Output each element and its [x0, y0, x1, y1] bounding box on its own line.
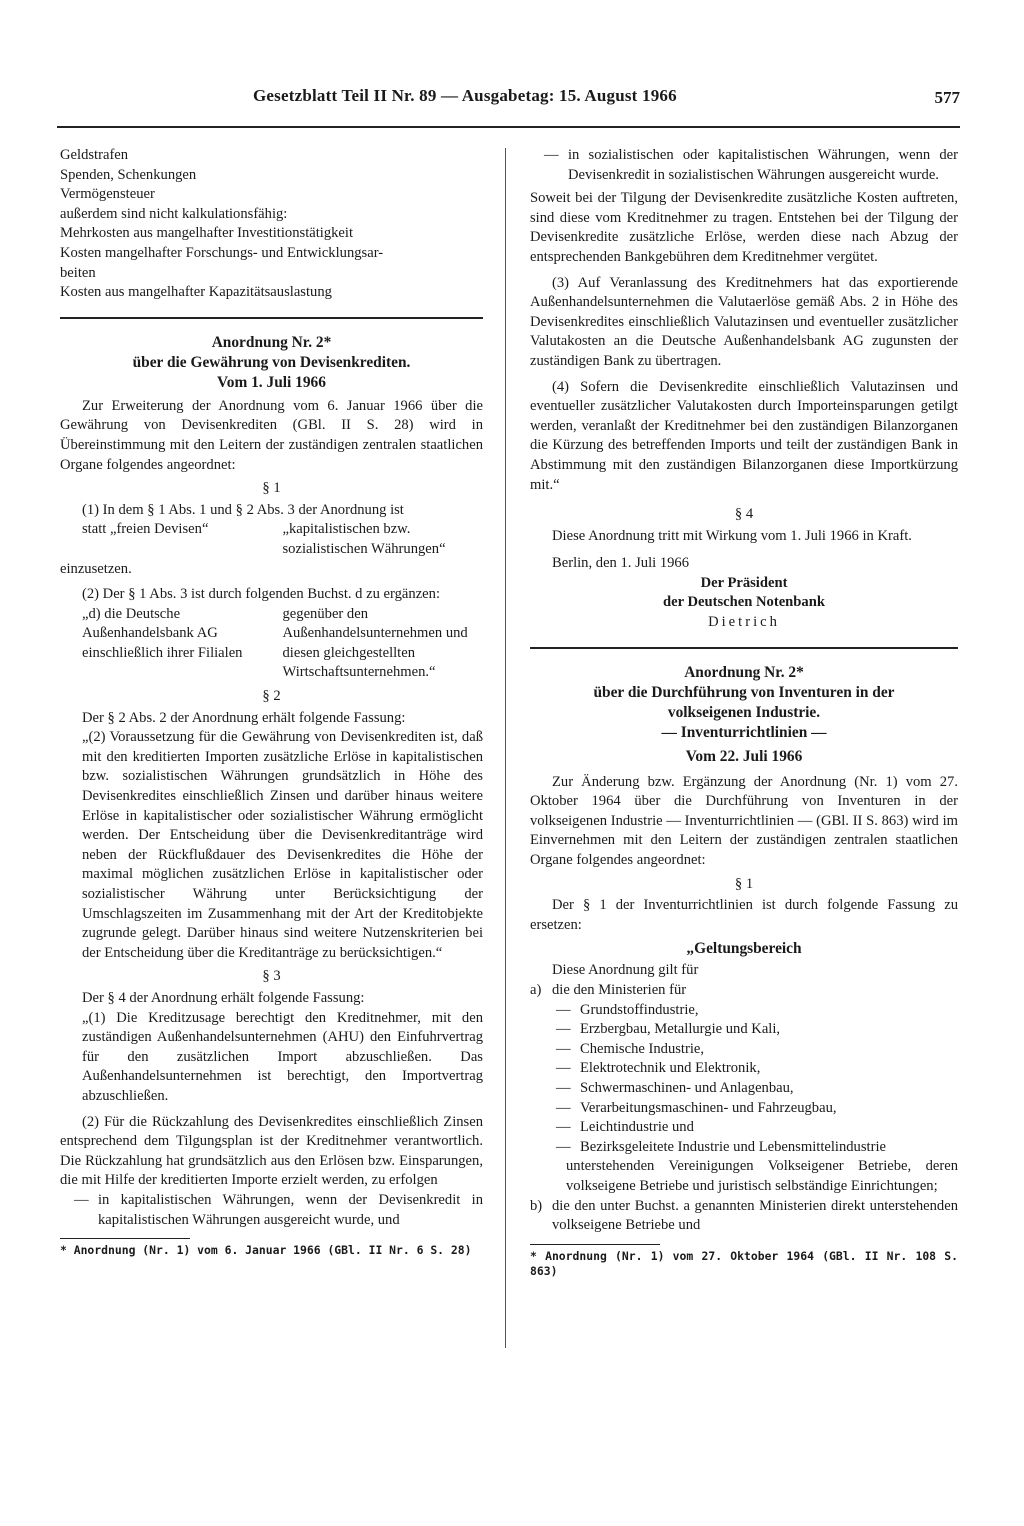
section-rule: [530, 647, 958, 649]
list-item: Vermögensteuer: [60, 186, 155, 203]
insertion-object: gegenüber den Außenhandelsunternehmen und diesen gleichgestellten Wirtschaftsunternehmen.“: [282, 605, 468, 681]
paragraph: Der § 2 Abs. 2 der Anordnung erhält folgende Fassung:: [82, 709, 406, 726]
list-item: — in sozialistischen oder kapitalistischen Währungen, wenn der Devisenkredit in sozialistischen Währungen ausgereicht wurde.: [544, 147, 958, 183]
column-divider: [505, 148, 506, 1348]
list-item: — Bezirksgeleitete Industrie und Lebensmittelindustrie: [556, 1138, 886, 1155]
list-item: beiten: [60, 264, 96, 281]
list-item: Geldstrafen: [60, 147, 129, 163]
signature-name: Dietrich: [708, 614, 780, 631]
section-heading: § 1: [734, 875, 754, 892]
preamble: Zur Erweiterung der Anordnung vom 6. Januar 1966 über die Gewährung von Devisenkrediten (GBl. II S. 28) wird in Übereinstimmung mit den Leitern der zuständigen zentralen staatlichen Organe folgendes angeordnet:: [60, 397, 483, 473]
footnote-rule: [60, 1238, 190, 1239]
signature-title: Der Präsident: [700, 574, 788, 591]
list-item: — Schwermaschinen- und Anlagenbau,: [556, 1079, 794, 1096]
ordinance-date: Vom 22. Juli 1966: [685, 747, 803, 765]
item-label: a): [530, 982, 542, 998]
section-heading: § 4: [734, 506, 754, 523]
paragraph: Diese Anordnung tritt mit Wirkung vom 1. Juli 1966 in Kraft.: [552, 527, 912, 544]
ordinance-subtitle: über die Durchführung von Inventuren in der: [593, 683, 895, 701]
list-item: Kosten aus mangelhafter Kapazitätsauslastung: [60, 284, 332, 301]
ordinance-subtitle: über die Gewährung von Devisenkrediten.: [132, 353, 411, 371]
footnote-rule: [530, 1244, 660, 1245]
ordinance-title: Anordnung Nr. 2*: [211, 333, 332, 351]
list-item: Mehrkosten aus mangelhafter Investitionstätigkeit: [60, 225, 354, 242]
paragraph: Soweit bei der Tilgung der Devisenkredite zusätzliche Kosten auftreten, sind diese vom Kreditnehmer zu tragen. Entstehen bei der Tilgung der Devisenkredite zusätzliche Erlöse, werden diese nach Abzug der entsprechenden Bankgebühren dem Kreditnehmer vergütet.: [530, 190, 958, 265]
dash-list: [530, 146, 958, 185]
quoted-text: „(2) Voraussetzung für die Gewährung von Devisenkrediten ist, daß mit den kreditierten Importen zusätzliche Erlöse in kapitalistischen bzw. sozialistischen Währungen grundsätzlich in Höhe des Devisenkredites einschließlich Zinsen und darüber hinaus weitere Erlöse in kapitalistischer oder sozialistischer Währung ermöglicht werden. Der Entscheidung über die Devisenkreditanträge wird neben der Rückflußdauer des Devisenkredites die Höhe der maximal möglichen zusätzlichen Erlöse in kapitalistischer oder sozialistischer Währung unter Berücksichtigung der Umschlagszeiten im Zusammenhang mit der Art der Kreditobjekte zugrunde gelegt. Darüber hinaus sind weitere Nutzenskriterien bei der Entscheidung über die Kreditanträge zu berücksichtigen.“: [82, 729, 483, 961]
header-rule: [57, 126, 960, 128]
paragraph: (2) Für die Rückzahlung des Devisenkredites einschließlich Zinsen entsprechend dem Tilgungsplan ist der Kreditnehmer verantwortlich. Die Rückzahlung hat grundsätzlich aus den Erlösen bzw. Einsparungen, die mit Hilfe der kreditierten Importe erzielt werden, zu erfolgen: [60, 1113, 483, 1189]
item-label: b): [530, 1197, 543, 1214]
replacement-from: statt „freien Devisen“: [82, 521, 209, 538]
list-item: außerdem sind nicht kalkulationsfähig:: [60, 205, 288, 222]
list-item: — in kapitalistischen Währungen, wenn der Devisenkredit in kapitalistischen Währungen ausgereicht wurde, und: [74, 1191, 483, 1228]
insertion-subject: „d) die Deutsche Außenhandelsbank AG einschließlich ihrer Filialen: [82, 605, 243, 661]
section-heading: § 1: [262, 480, 281, 497]
paragraph: Der § 1 der Inventurrichtlinien ist durch folgende Fassung zu ersetzen:: [530, 897, 958, 933]
ordinance-short-title: — Inventurrichtlinien —: [661, 723, 827, 741]
list-item: — Chemische Industrie,: [556, 1040, 705, 1057]
header-title: Gesetzblatt Teil II Nr. 89 — Ausgabetag: 15. August 1966: [253, 86, 677, 105]
ordinance-subtitle: volkseigenen Industrie.: [667, 703, 821, 721]
list-item: Kosten mangelhafter Forschungs- und Entwicklungsar-: [60, 244, 384, 261]
paragraph: (1) In dem § 1 Abs. 1 und § 2 Abs. 3 der Anordnung ist: [82, 501, 404, 518]
paragraph: (3) Auf Veranlassung des Kreditnehmers hat das exportierende Außenhandelsunternehmen die Valutaerlöse gemäß Abs. 2 in Höhe des Devisenkredites einschließlich Valutazinsen und eventueller zusätzlicher Valutakosten an die Deutsche Außenhandelsbank AG zugunsten der zuständigen Bank zu übertragen.: [530, 274, 958, 369]
quoted-text: „(1) Die Kreditzusage berechtigt den Kreditnehmer, mit den zuständigen Außenhandelsunternehmen (AHU) den Einfuhrvertrag für den zusätzlichen Import abzuschließen. Das Außenhandelsunternehmen ist berechtigt, den Importvertrag abzuschließen.: [82, 1009, 483, 1104]
list-item: — Erzbergbau, Metallurgie und Kali,: [556, 1021, 781, 1038]
paragraph: (4) Sofern die Devisenkredite einschließlich Valutazinsen und eventueller zusätzlicher Valutakosten durch Importeinsparungen getilgt werden, veranlaßt der Kreditnehmer bei den zuständigen Bilanzorganen die Kürzung des betreffenden Imports und teilt der zuständigen Bank in Abstimmung mit den zuständigen Bilanzorganen diese Importkürzung mit.“: [530, 378, 958, 493]
section-heading: § 3: [262, 968, 281, 985]
replacement-to: „kapitalistischen bzw. sozialistischen Währungen“: [282, 521, 446, 557]
paragraph: einzusetzen.: [60, 560, 132, 577]
footnote: * Anordnung (Nr. 1) vom 6. Januar 1966 (GBl. II Nr. 6 S. 28): [60, 1243, 472, 1258]
paragraph: (2) Der § 1 Abs. 3 ist durch folgenden Buchst. d zu ergänzen:: [82, 586, 441, 603]
footnote: * Anordnung (Nr. 1) vom 27. Oktober 1964 (GBl. II Nr. 108 S. 863): [530, 1248, 958, 1278]
intro-list: [60, 146, 483, 303]
dash-list: [60, 1191, 483, 1230]
paragraph: unterstehenden Vereinigungen Volkseigener Betriebe, deren volkseigene Betriebe und juristisch selbständige Einrichtungen;: [566, 1158, 958, 1194]
list-item: — Verarbeitungsmaschinen- und Fahrzeugbau,: [556, 1099, 837, 1116]
signature-institution: der Deutschen Notenbank: [663, 594, 825, 611]
list-item: — Grundstoffindustrie,: [556, 1001, 699, 1018]
subheading: „Geltungsbereich: [686, 940, 802, 958]
section-rule: [60, 317, 483, 319]
ordinance-title: Anordnung Nr. 2*: [684, 663, 804, 681]
page-header: [60, 86, 960, 116]
insertion-block: [60, 605, 483, 683]
paragraph: Diese Anordnung gilt für: [552, 962, 699, 979]
left-column: [60, 146, 483, 1258]
item-a: a) die den Ministerien für: [530, 981, 958, 1001]
right-column: [530, 146, 958, 1279]
replacement-block: [60, 520, 483, 559]
paragraph: Der § 4 der Anordnung erhält folgende Fassung:: [82, 989, 365, 1006]
section-heading: § 2: [262, 688, 281, 705]
list-item: Spenden, Schenkungen: [60, 166, 197, 183]
list-item: — Leichtindustrie und: [556, 1119, 694, 1136]
page-number: 577: [934, 88, 960, 107]
item-b: b) die den unter Buchst. a genannten Ministerien direkt unterstehenden volkseigene Betriebe und: [530, 1197, 958, 1236]
ordinance-date: Vom 1. Juli 1966: [217, 373, 326, 391]
ministry-list: [530, 1001, 958, 1158]
place-date: Berlin, den 1. Juli 1966: [552, 555, 690, 572]
list-item: — Elektrotechnik und Elektronik,: [556, 1060, 761, 1077]
preamble: Zur Änderung bzw. Ergänzung der Anordnung (Nr. 1) vom 27. Oktober 1964 über die Durchführung von Inventuren in der volkseigenen Industrie — Inventurrichtlinien — (GBl. II S. 863) wird im Einvernehmen mit den Leitern der zuständigen zentralen staatlichen Organe folgendes angeordnet:: [530, 773, 958, 869]
